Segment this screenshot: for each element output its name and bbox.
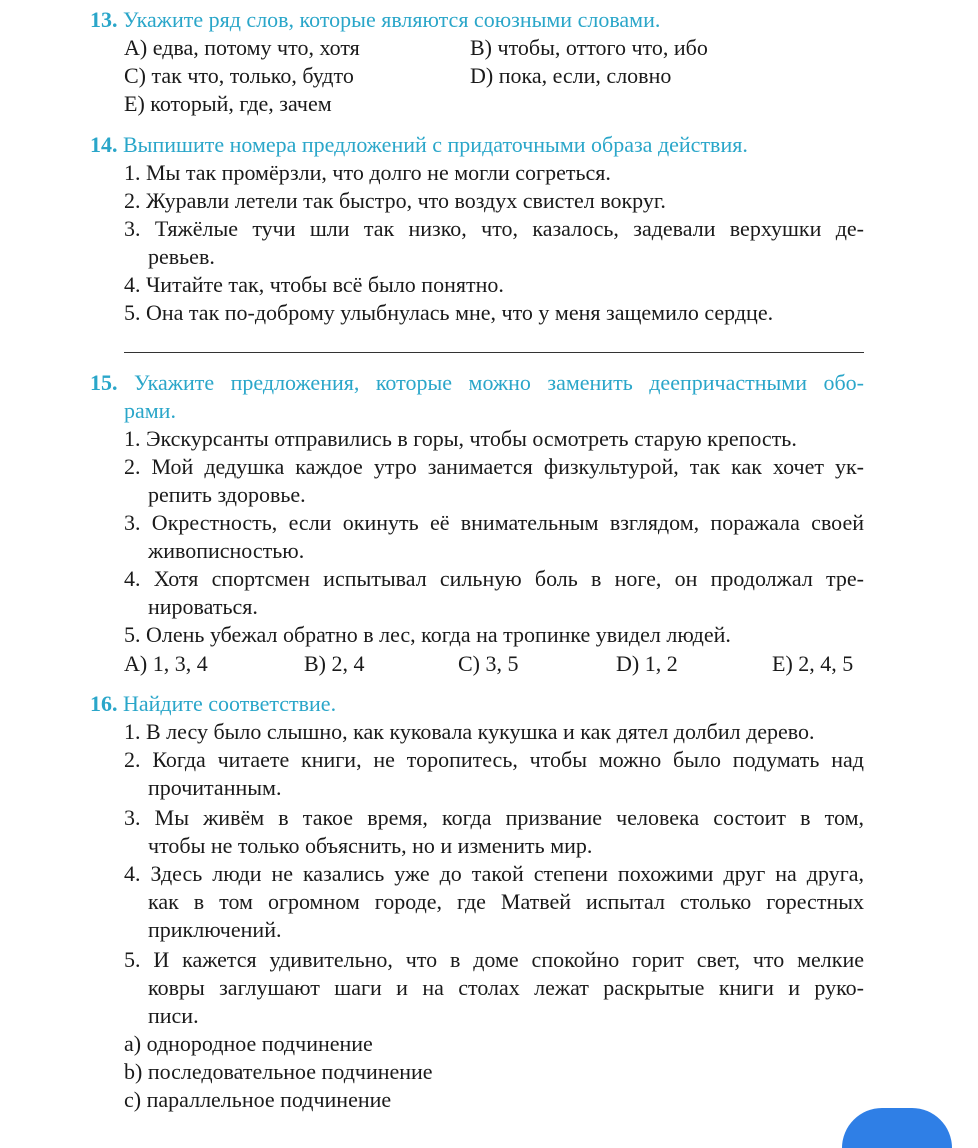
q15-option-d: D) 1, 2 xyxy=(616,651,678,676)
q16-answer-a: а) однородное подчинение xyxy=(124,1031,373,1056)
q15-line: 5. Олень убежал обратно в лес, когда на тропинке увидел людей. xyxy=(124,622,731,647)
q14-line: ревьев. xyxy=(148,244,215,269)
q16-title xyxy=(90,690,336,718)
q14-line: 1. Мы так промёрзли, что долго не могли согреться. xyxy=(124,160,611,185)
q13-number: 13. xyxy=(90,7,118,32)
q14-line: 5. Она так по-доброму улыбнулась мне, что у меня защемило сердце. xyxy=(124,300,774,325)
q15-line: живописностью. xyxy=(148,538,305,563)
q16-text: Найдите соответствие. xyxy=(123,691,337,716)
q15-title xyxy=(90,369,864,397)
q16-line: 5. И кажется удивительно, что в доме спокойно горит свет, что мелкие xyxy=(124,947,864,972)
q16-line: как в том огромном городе, где Матвей испытал столько горестных xyxy=(148,889,864,914)
q16-answer-c: с) параллельное подчинение xyxy=(124,1087,392,1112)
q15-text: Укажите предложения, которые можно заменить деепричастными обо- xyxy=(134,370,864,395)
q16-line: 1. В лесу было слышно, как куковала кукушка и как дятел долбил дерево. xyxy=(124,719,815,744)
answer-underline xyxy=(124,352,864,353)
q13-option-d: D) пока, если, словно xyxy=(470,63,672,88)
q15-line: 4. Хотя спортсмен испытывал сильную боль в ноге, он продолжал тре- xyxy=(124,566,864,591)
q15-line: 2. Мой дедушка каждое утро занимается физкультурой, так как хочет ук- xyxy=(124,454,864,479)
q13-option-b: В) чтобы, оттого что, ибо xyxy=(470,35,708,60)
q15-option-e: Е) 2, 4, 5 xyxy=(772,651,854,676)
q14-line: 4. Читайте так, чтобы всё было понятно. xyxy=(124,272,504,297)
q15-line: 3. Окрестность, если окинуть её внимательным взглядом, поражала своей xyxy=(124,510,864,535)
q16-line: приключений. xyxy=(148,917,282,942)
q13-option-e: Е) который, где, зачем xyxy=(124,91,332,116)
q13-option-c: С) так что, только, будто xyxy=(124,63,354,88)
q14-line: 2. Журавли летели так быстро, что воздух свистел вокруг. xyxy=(124,188,666,213)
q13-text: Укажите ряд слов, которые являются союзными словами. xyxy=(123,7,661,32)
q15-option-b: В) 2, 4 xyxy=(304,651,365,676)
q16-line: писи. xyxy=(148,1003,199,1028)
q16-line: 3. Мы живём в такое время, когда призвание человека состоит в том, xyxy=(124,805,864,830)
q15-line: 1. Экскурсанты отправились в горы, чтобы осмотреть старую крепость. xyxy=(124,426,797,451)
q16-line: прочитанным. xyxy=(148,775,282,800)
q16-answer-b: b) последовательное подчинение xyxy=(124,1059,433,1084)
q15-option-c: С) 3, 5 xyxy=(458,651,519,676)
q15-option-a: А) 1, 3, 4 xyxy=(124,651,208,676)
q14-line: 3. Тяжёлые тучи шли так низко, что, казалось, задевали верхушки де- xyxy=(124,216,864,241)
q13-option-a: А) едва, потому что, хотя xyxy=(124,35,360,60)
q16-line: ковры заглушают шаги и на столах лежат раскрытые книги и руко- xyxy=(148,975,864,1000)
floating-action-button[interactable] xyxy=(842,1108,952,1148)
q13-title xyxy=(90,6,660,34)
q15-title-cont: рами. xyxy=(124,398,176,423)
q14-title xyxy=(90,131,748,159)
q15-number: 15. xyxy=(90,370,118,395)
q16-line: 2. Когда читаете книги, не торопитесь, чтобы можно было подумать над xyxy=(124,747,864,772)
q16-line: 4. Здесь люди не казались уже до такой степени похожими друг на друга, xyxy=(124,861,864,886)
q14-number: 14. xyxy=(90,132,118,157)
q16-line: чтобы не только объяснить, но и изменить мир. xyxy=(148,833,593,858)
q14-text: Выпишите номера предложений с придаточными образа действия. xyxy=(123,132,748,157)
q15-line: нироваться. xyxy=(148,594,258,619)
q15-line: репить здоровье. xyxy=(148,482,306,507)
q16-number: 16. xyxy=(90,691,118,716)
